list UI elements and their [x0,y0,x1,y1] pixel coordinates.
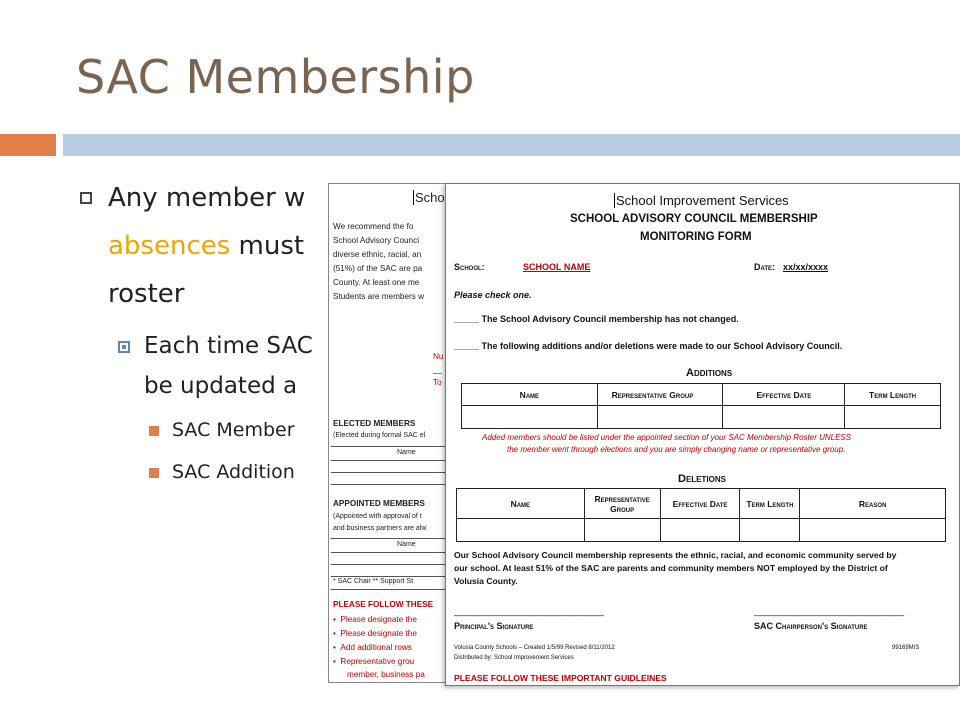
form-number: 99169MIS [892,645,920,651]
option-no-change: _____ The School Advisory Council membership has not changed. [454,314,739,324]
bullet-l3-item1: SAC Member [172,419,295,441]
elected-members-note: (Elected during formal SAC el [333,432,426,439]
title-accent-bar [0,134,56,156]
form-footer-created: Volusia County Schools – Created 1/5/99 Revised 8/11/2012 [454,645,615,651]
form-department: School Improvement Services [616,193,789,208]
roster-title-fragment: Scho [415,190,445,205]
school-name-value: SCHOOL NAME [523,262,591,272]
additions-heading: Additions [686,367,733,379]
bullet-l1-line2 [108,231,304,261]
roster-guideline-item: • Add additional rows [333,643,412,652]
deletions-col-term: Term Length [740,489,800,519]
slide-title: SAC Membership [76,50,475,104]
deletions-col-date: Effective Date [660,489,740,519]
appointed-members-note: (Appointed with approval of t [333,513,422,520]
date-label: Date: [754,262,776,272]
roster-guideline-item: • Please designate the [333,615,417,624]
roster-guideline-item: • Please designate the [333,629,417,638]
principal-signature-line: ______________________________ [454,606,605,616]
bullet-l3-item2: SAC Addition [172,461,295,483]
roster-intro-line: We recommend the fo [333,222,414,231]
deletions-col-group: Representative Group [584,489,660,519]
roster-intro-line: Students are members w [333,292,425,301]
chair-signature-label: SAC Chairperson's Signature [754,621,868,631]
monitoring-form-document-image [445,183,960,686]
roster-guideline-item: • Representative grou [333,657,415,666]
deletions-heading: Deletions [678,473,726,485]
form-title-line1: SCHOOL ADVISORY COUNCIL MEMBERSHIP [570,213,818,225]
bullet-l1-line2-rest: must [230,231,305,261]
principal-signature-label: Principal's Signature [454,621,534,631]
form-footer-distributed: Distributed by: School Improvement Services [454,655,574,661]
membership-statement-line3: Volusia County. [454,576,518,586]
additions-col-date: Effective Date [723,384,845,406]
roster-guideline-item: member, business pa [347,670,425,679]
appointed-members-heading: APPOINTED MEMBERS [333,499,425,508]
bullet-l1-line3: roster [108,279,185,309]
roster-intro-line: School Advisory Counci [333,236,420,245]
sub-sub-bullet-icon [149,468,159,478]
appointed-members-note: and business partners are alw [333,525,427,532]
membership-statement-line2: our school. At least 51% of the SAC are parents and community members NOT employed by the District of [454,563,888,573]
school-label: School: [454,262,485,272]
elected-members-heading: ELECTED MEMBERS [333,419,416,428]
deletions-table [456,488,946,542]
bullet-l1-line1: Any member w [108,183,306,213]
bullet-l2-line1: Each time SAC [144,333,313,359]
bullet-l2-line2: be updated a [144,373,298,399]
date-value: xx/xx/xxxx [783,262,829,272]
roster-footnote: * SAC Chair ** Support St [333,578,414,585]
additions-col-term: Term Length [845,384,941,406]
additions-note-line1: Added members should be listed under the appointed section of your SAC Membership Roster UNLESS [482,433,852,442]
membership-statement-line1: Our School Advisory Council membership represents the ethnic, racial, and economic community served by [454,550,897,560]
roster-guidelines-heading: PLEASE FOLLOW THESE [333,600,434,609]
title-rule-bar [63,134,960,156]
check-one-instruction: Please check one. [454,290,532,300]
additions-table [461,383,941,429]
roster-intro-line: (51%) of the SAC are pa [333,264,423,273]
bullet-square-icon [80,192,92,204]
name-column-header: Name [397,541,416,548]
roster-blank-line: __ [433,365,443,374]
additions-col-name: Name [462,384,598,406]
sub-bullet-icon [118,341,130,353]
roster-intro-line: County. At least one me [333,278,420,287]
deletions-col-name: Name [457,489,585,519]
sub-sub-bullet-icon [149,426,159,436]
roster-red-fragment: To [433,378,442,387]
form-title-line2: MONITORING FORM [640,231,752,243]
absences-highlight: absences [108,231,231,261]
deletions-col-reason: Reason [800,489,946,519]
roster-intro-line: diverse ethnic, racial, an [333,250,422,259]
chair-signature-line: ______________________________ [754,606,905,616]
additions-note-line2: the member went through elections and you are simply changing name or representative group. [507,445,846,454]
additions-col-group: Representative Group [597,384,723,406]
option-changes-made: _____ The following additions and/or deletions were made to our School Advisory Council. [454,341,843,351]
form-guidelines-heading: PLEASE FOLLOW THESE IMPORTANT GUIDLEINES [454,673,667,683]
roster-red-fragment: Nu [433,352,444,361]
name-column-header: Name [397,449,416,456]
